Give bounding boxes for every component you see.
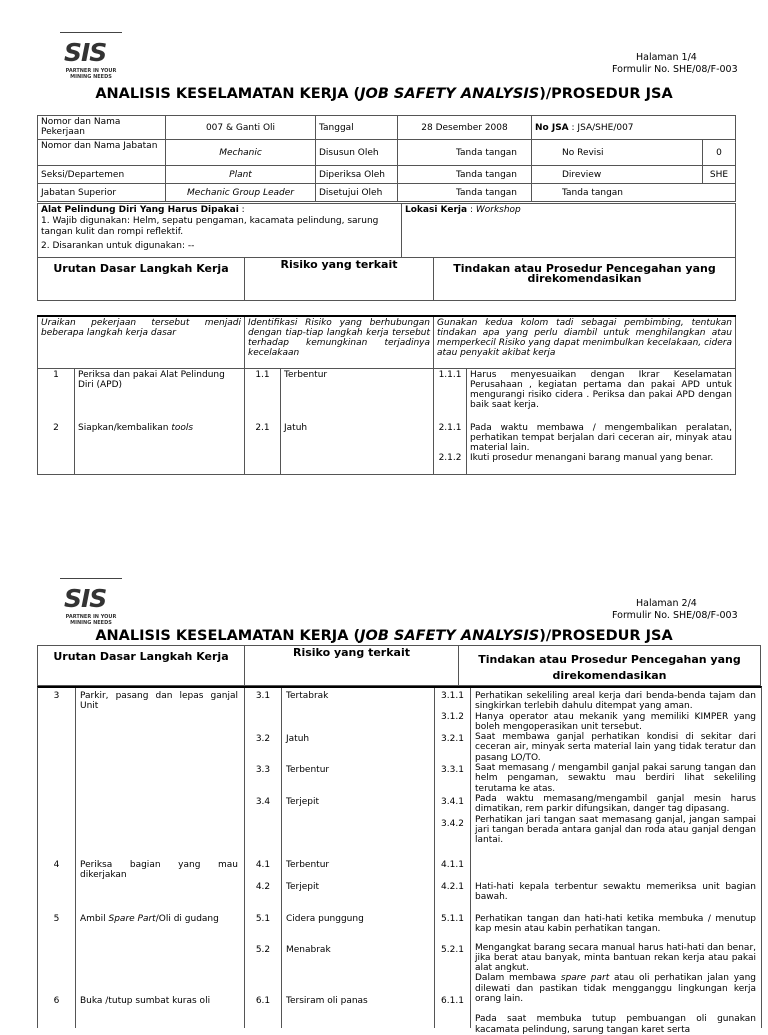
info-table — [37, 115, 736, 202]
risk-number: 2.1 — [245, 422, 281, 474]
step-number: 1 — [38, 368, 75, 422]
tanda-tangan-disetujui: Tanda tangan — [398, 184, 532, 202]
label-no-revisi: No Revisi — [532, 140, 703, 166]
label-direview: Direview — [532, 166, 703, 184]
column-header-table — [37, 257, 736, 301]
action-number: 3.4.1 — [441, 797, 464, 807]
action-text: Hati-hati kepala terbentur sewaktu memeriksa unit bagian bawah. — [475, 882, 756, 903]
risk-number: 3.1 — [255, 691, 271, 701]
apd-table — [37, 203, 736, 258]
title-part: ANALISIS KESELAMATAN KERJA ( — [95, 628, 361, 644]
page-header-info — [612, 52, 738, 76]
action-number: 6.1.1 — [441, 996, 464, 1006]
risk-number: 3.2 — [255, 734, 271, 744]
title-part: )/PROSEDUR JSA — [539, 628, 673, 644]
risk-number: 3.3 — [255, 765, 271, 775]
company-logo — [60, 578, 122, 634]
guide-urutan: Uraikan pekerjaan tersebut menjadi beberapa langkah kerja dasar — [38, 316, 245, 368]
risk-text: Jatuh — [286, 734, 310, 744]
risk-number: 5.1 — [255, 914, 271, 924]
risk-text: Cidera punggung — [286, 914, 364, 924]
action-number: 2.1.1 2.1.2 — [434, 422, 467, 474]
document-title — [0, 628, 768, 644]
title-part: ANALISIS KESELAMATAN KERJA ( — [95, 86, 361, 102]
action-number: 4.1.1 — [441, 860, 464, 870]
action-text: Mengangkat barang secara manual harus hati-hati dan benar, jika berat atau banyak, minta bantuan rekan kerja atau pakai alat angkut. — [475, 942, 756, 974]
label-jabatan-superior: Jabatan Superior — [38, 184, 166, 202]
value-no-revisi: 0 — [703, 140, 736, 166]
tanda-tangan-direview: Tanda tangan — [532, 184, 736, 202]
value-nomor-pekerjaan: 007 & Ganti Oli — [166, 116, 316, 140]
title-part: )/PROSEDUR JSA — [539, 86, 673, 102]
page-number: Halaman 2/4 — [636, 598, 697, 609]
header-tindakan: Tindakan atau Prosedur Pencegahan yang direkomendasikan — [459, 646, 761, 686]
action-text: Hanya operator atau mekanik yang memiliki KIMPER yang boleh mengoperasikan unit tersebut. — [475, 711, 756, 732]
risk-text: Menabrak — [286, 945, 331, 955]
risk-number: 1.1 — [245, 368, 281, 422]
risk-number: 4.2 — [255, 882, 271, 892]
action-number: 3.2.1 — [441, 734, 464, 744]
action-number: 4.2.1 — [441, 882, 464, 892]
label-disetujui: Disetujui Oleh — [316, 184, 398, 202]
form-number: Formulir No. SHE/08/F-003 — [612, 64, 738, 75]
value-direview: SHE — [703, 166, 736, 184]
value-jabatan-superior: Mechanic Group Leader — [166, 184, 316, 202]
risk-text: Terjepit — [286, 797, 319, 807]
label-tanggal: Tanggal — [316, 116, 398, 140]
header-urutan: Urutan Dasar Langkah Kerja — [38, 258, 245, 301]
steps-body-page2 — [37, 686, 762, 1035]
step-number: 2 — [38, 422, 75, 474]
action-number: 3.4.2 — [441, 819, 464, 829]
no-jsa: No JSA : JSA/SHE/007 — [532, 116, 736, 140]
action-number: 1.1.1 — [434, 368, 467, 422]
step-text: Periksa dan pakai Alat Pelindung Diri (APD) — [75, 368, 245, 422]
title-part-italic: JOB SAFETY ANALYSIS — [360, 86, 540, 102]
header-risiko: Risiko yang terkait — [245, 646, 459, 686]
value-seksi: Plant — [166, 166, 316, 184]
risk-text: Terbentur — [281, 368, 434, 422]
guide-risiko: Identifikasi Risiko yang berhubungan dengan tiap-tiap langkah kerja tersebut terhadap kemungkinan terjadinya kecelakaan — [245, 316, 434, 368]
action-text-block — [475, 914, 756, 1035]
step-number: 4 — [53, 860, 60, 870]
action-text: Perhatikan jari tangan saat memasang ganjal, jangan sampai jari tangan berada antara ganjal dan roda atau ganjal dengan lantai. — [475, 814, 756, 846]
title-part-italic: JOB SAFETY ANALYSIS — [360, 628, 540, 644]
apd-cell: Alat Pelindung Diri Yang Harus Dipakai : 1. Wajib digunakan: Helm, sepatu pengaman, kacamata pelindung, sarung tangan kulit dan rompi reflektif. 2. Disarankan untuk digunakan: -- — [38, 204, 402, 258]
page-header-info — [612, 598, 738, 622]
risk-number: 5.2 — [255, 945, 271, 955]
tanda-tangan-diperiksa: Tanda tangan — [398, 166, 532, 184]
company-logo — [60, 32, 122, 88]
action-number: 3.3.1 — [441, 765, 464, 775]
logo-mark: SIS — [64, 38, 107, 67]
header-tindakan: Tindakan atau Prosedur Pencegahan yang direkomendasikan — [434, 258, 736, 301]
action-text: Saat membawa ganjal perhatikan kondisi di sekitar dari ceceran air, minyak serta material lain yang tidak teratur dan pasang LO/TO. — [475, 732, 756, 763]
risk-number: 4.1 — [255, 860, 271, 870]
form-number: Formulir No. SHE/08/F-003 — [612, 610, 738, 621]
lokasi-cell: Lokasi Kerja : Workshop — [402, 204, 736, 258]
logo-tagline: PARTNER IN YOUR MINING NEEDS — [65, 68, 117, 80]
step-row — [38, 368, 736, 422]
action-number: 3.1.2 — [441, 712, 464, 722]
risk-text: Terjepit — [286, 882, 319, 892]
step-text: Parkir, pasang dan lepas ganjal Unit — [80, 691, 238, 711]
header-risiko: Risiko yang terkait — [245, 258, 434, 301]
step-number: 6 — [53, 996, 60, 1006]
label-disusun: Disusun Oleh — [316, 140, 398, 166]
action-text: Pada waktu membawa / mengembalikan peralatan, perhatikan tempat berjalan dari ceceran air, minyak atau material lain. Ikuti prosedur menangani barang manual yang benar. — [467, 422, 736, 474]
value-tanggal: 28 Desember 2008 — [398, 116, 532, 140]
value-nomor-jabatan: Mechanic — [166, 140, 316, 166]
step-text: Siapkan/kembalikan tools — [75, 422, 245, 474]
label-nomor-jabatan: Nomor dan Nama Jabatan — [38, 140, 166, 166]
action-number: 3.1.1 — [441, 691, 464, 701]
risk-number: 6.1 — [255, 996, 271, 1006]
tanda-tangan-disusun: Tanda tangan — [398, 140, 532, 166]
action-text-block — [475, 882, 756, 903]
step-row — [38, 422, 736, 474]
risk-text: Terbentur — [286, 860, 330, 870]
risk-text: Tertabrak — [286, 691, 329, 701]
page-number: Halaman 1/4 — [636, 52, 697, 63]
action-text: Harus menyesuaikan dengan Ikrar Keselamatan Perusahaan , kegiatan pertama dan pakai APD untuk mengurangi risiko cidera . Periksa dan pakai APD dengan baik saat kerja. — [467, 368, 736, 422]
label-seksi: Seksi/Departemen — [38, 166, 166, 184]
action-text: Perhatikan tangan dan hati-hati ketika membuka / menutup kap mesin atau kabin perhatikan tangan. — [475, 914, 756, 935]
action-text-block — [475, 691, 756, 845]
action-text: Pada waktu memasang/mengambil ganjal mesin harus dimatikan, rem parkir difungsikan, danger tag dipasang. — [475, 793, 756, 815]
logo-tagline: PARTNER IN YOUR MINING NEEDS — [65, 614, 117, 626]
step-text: Buka /tutup sumbat kuras oli — [80, 996, 211, 1006]
action-number: 5.2.1 — [441, 945, 464, 955]
step-text: Ambil Spare Part/Oli di gudang — [80, 914, 219, 924]
action-text: Dalam membawa spare part atau oli perhatikan jalan yang dilewati dan pastikan tidak mengganggu lingkungan kerja orang lain. — [475, 973, 756, 1005]
steps-table-page1 — [37, 315, 736, 475]
action-text: Pada saat membuka tutup pembuangan oli gunakan kacamata pelindung, sarung tangan karet serta — [475, 1014, 756, 1035]
risk-number: 3.4 — [255, 797, 271, 807]
header-urutan: Urutan Dasar Langkah Kerja — [38, 646, 245, 686]
risk-text: Jatuh — [281, 422, 434, 474]
risk-text: Terbentur — [286, 765, 330, 775]
label-nomor-pekerjaan: Nomor dan Nama Pekerjaan — [38, 116, 166, 140]
risk-text: Tersiram oli panas — [286, 996, 368, 1006]
action-text: Perhatikan sekeliling areal kerja dari benda-benda tajam dan singkirkan terlebih dahulu ditempat yang aman. — [475, 691, 756, 712]
document-title — [0, 86, 768, 102]
step-number: 3 — [53, 691, 60, 701]
guide-tindakan: Gunakan kedua kolom tadi sebagai pembimbing, tentukan tindakan apa yang perlu diambil untuk menghilangkan atau memperkecil Risiko yang dapat menimbulkan kecelakaan, cidera atau penyakit akibat kerja — [434, 316, 736, 368]
label-diperiksa: Diperiksa Oleh — [316, 166, 398, 184]
apd-item-disarankan: 2. Disarankan untuk digunakan: -- — [41, 241, 195, 251]
column-header-table — [37, 645, 761, 686]
apd-item-wajib: 1. Wajib digunakan: Helm, sepatu pengaman, kacamata pelindung, sarung tangan kulit dan rompi reflektif. — [41, 216, 379, 237]
step-text: Periksa bagian yang mau dikerjakan — [80, 860, 238, 880]
step-number: 5 — [53, 914, 60, 924]
logo-mark: SIS — [64, 584, 107, 613]
action-number: 5.1.1 — [441, 914, 464, 924]
action-text: Saat memasang / mengambil ganjal pakai sarung tangan dan helm pengaman, sewaktu mau berdiri lihat sekeliling terutama ke atas. — [475, 763, 756, 794]
